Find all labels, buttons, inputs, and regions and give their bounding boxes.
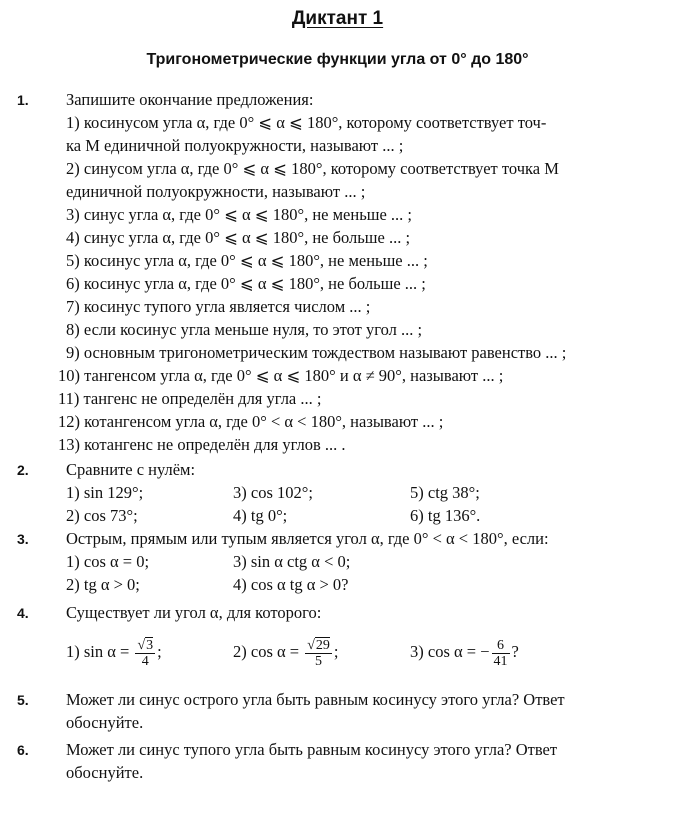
task-5-line: Может ли синус острого угла быть равным косинусу этого угла? Ответ xyxy=(66,690,565,709)
task-4-number: 4. xyxy=(17,605,29,621)
task-4-item-suffix: ; xyxy=(333,642,339,661)
task-4-item-suffix: ? xyxy=(511,642,519,661)
task-1-line: 12) котангенсом угла α, где 0° < α < 180°, называют ... ; xyxy=(58,412,444,431)
task-4-item-prefix: 2) cos α = xyxy=(233,642,304,661)
task-2-heading: Сравните с нулём: xyxy=(66,460,196,479)
task-1-line: единичной полуокружности, называют ... ; xyxy=(66,182,366,201)
task-2-item: 1) sin 129°; xyxy=(66,483,144,502)
task-1-line: 13) котангенс не определён для углов ... . xyxy=(58,435,346,454)
fraction xyxy=(305,638,332,669)
task-6-line: обоснуйте. xyxy=(66,763,144,782)
page-subtitle: Тригонометрические функции угла от 0° до 180° xyxy=(146,51,529,68)
task-2-item: 4) tg 0°; xyxy=(233,506,288,525)
task-4-item-3 xyxy=(410,635,519,669)
page-title: Диктант 1 xyxy=(291,8,384,29)
task-3-item: 1) cos α = 0; xyxy=(66,552,150,571)
task-2-item: 3) cos 102°; xyxy=(233,483,313,502)
task-4-heading: Существует ли угол α, для которого: xyxy=(66,603,322,622)
task-1-line: 1) косинусом угла α, где 0° ⩽ α ⩽ 180°, которому соответствует точ- xyxy=(66,113,547,132)
task-6-number: 6. xyxy=(17,742,29,758)
task-3-item: 4) cos α tg α > 0? xyxy=(233,575,349,594)
task-4-item-prefix: 3) cos α = − xyxy=(410,642,490,661)
task-5-number: 5. xyxy=(17,692,29,708)
fraction xyxy=(492,638,510,669)
task-1-line: 5) косинус угла α, где 0° ⩽ α ⩽ 180°, не меньше ... ; xyxy=(66,251,428,270)
fraction-numerator: 6 xyxy=(497,637,504,653)
task-1-line: ка M единичной полуокружности, называют ... ; xyxy=(66,136,404,155)
task-4-item-2 xyxy=(233,635,338,669)
task-1-line: 9) основным тригонометрическим тождеством называют равенство ... ; xyxy=(66,343,567,362)
task-1-line: 10) тангенсом угла α, где 0° ⩽ α ⩽ 180° и α ≠ 90°, называют ... ; xyxy=(58,366,504,385)
task-1-line: 8) если косинус угла меньше нуля, то этот угол ... ; xyxy=(66,320,423,339)
fraction-denominator: 41 xyxy=(493,653,508,669)
task-2-item: 5) ctg 38°; xyxy=(410,483,480,502)
task-3-item: 3) sin α ctg α < 0; xyxy=(233,552,351,571)
radicand: 29 xyxy=(315,637,330,653)
task-4-item-prefix: 1) sin α = xyxy=(66,642,134,661)
task-2-item: 6) tg 136°. xyxy=(410,506,481,525)
task-1-heading: Запишите окончание предложения: xyxy=(66,90,314,109)
task-2-number: 2. xyxy=(17,462,29,478)
fraction-numerator: √29 xyxy=(307,637,330,653)
radicand: 3 xyxy=(146,637,154,653)
fraction xyxy=(135,638,155,669)
task-3-item: 2) tg α > 0; xyxy=(66,575,140,594)
task-1-number: 1. xyxy=(17,92,29,108)
task-1-line: 11) тангенс не определён для угла ... ; xyxy=(58,389,322,408)
task-4-item-1 xyxy=(66,635,162,669)
task-2-item: 2) cos 73°; xyxy=(66,506,138,525)
task-1-line: 3) синус угла α, где 0° ⩽ α ⩽ 180°, не меньше ... ; xyxy=(66,205,412,224)
task-1-line: 4) синус угла α, где 0° ⩽ α ⩽ 180°, не больше ... ; xyxy=(66,228,411,247)
task-4-item-suffix: ; xyxy=(157,642,162,661)
task-3-number: 3. xyxy=(17,531,29,547)
task-5-line: обоснуйте. xyxy=(66,713,144,732)
fraction-denominator: 5 xyxy=(315,653,323,669)
task-3-heading: Острым, прямым или тупым является угол α, где 0° < α < 180°, если: xyxy=(66,529,549,548)
task-1-line: 2) синусом угла α, где 0° ⩽ α ⩽ 180°, которому соответствует точка M xyxy=(66,159,559,178)
fraction-numerator: √3 xyxy=(137,637,154,653)
task-6-line: Может ли синус тупого угла быть равным косинусу этого угла? Ответ xyxy=(66,740,558,759)
task-1-line: 7) косинус тупого угла является числом ... ; xyxy=(66,297,371,316)
task-1-line: 6) косинус угла α, где 0° ⩽ α ⩽ 180°, не больше ... ; xyxy=(66,274,426,293)
fraction-denominator: 4 xyxy=(141,653,149,669)
